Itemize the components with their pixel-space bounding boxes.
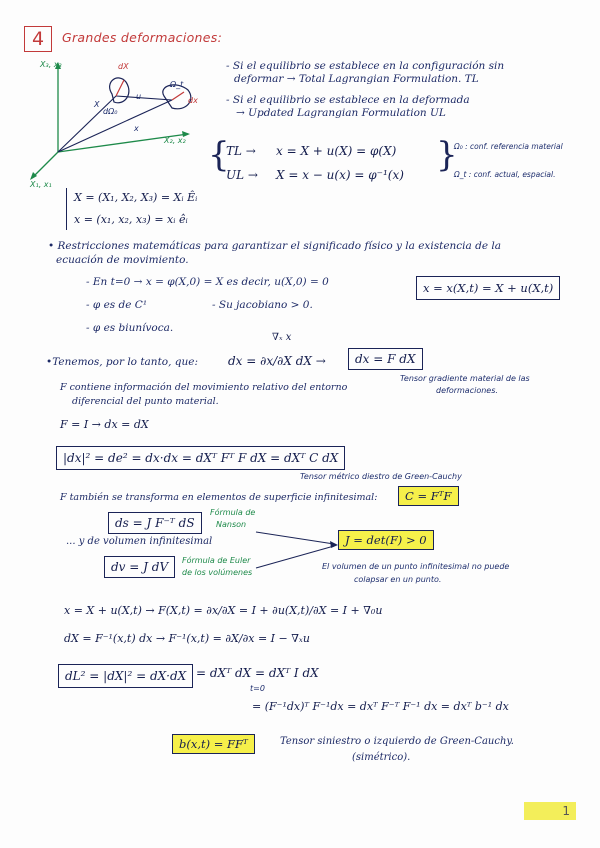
inverse-line1: x = X + u(X,t) → F(X,t) = ∂x/∂X = I + ∂u(X,t)/∂X = I + ∇₀u xyxy=(64,604,383,617)
dX-label: dX xyxy=(118,62,129,71)
notes-page: 4 Grandes deformaciones: X₃, x₃ X₂, x₂ X₁, x₁ dX dx dΩ₀ Ω_t u X x - Si el equilibrio se establece en la configuración sin deformar → Total Lagrangian Formulation. TL - Si el equilibrio se establece en la deformada → Updated Lagrangian Formulation UL { TL → x = X + u(X) = φ(X) UL → X = x − u(x) = φ⁻¹(x) } Ω₀ : conf. referencia material Ω_t : conf. actual, espacial. X = (X₁, X₂, X₃) = Xᵢ Êᵢ x = (x₁, x₂, x₃) = xᵢ êᵢ • Restricciones matemáticas para garantizar el significado físico y la existencia de la ecuación de movimiento. - En t=0 → x = φ(X,0) = X es decir, u(X,0) = 0 - φ es de C¹ - Su jacobiano > 0. - φ es biunívoca. x = x(X,t) = X + u(X,t) ∇ₓ x •Tenemos, por lo tanto, que: dx = ∂x/∂X dX → dx = F dX Tensor gradiente material de las deformaciones. F contiene información del movimiento relativo del entorno diferencial del punto material. F = I → dx = dX |dx|² = de² = dx·dx = dXᵀ Fᵀ F dX = dXᵀ C dX Tensor métrico diestro de Green-Cauchy F también se transforma en elementos de superficie infinitesimal: C = FᵀF ds = J F⁻ᵀ dS Fórmula de Nanson ... y de volumen infinitesimal J = det(F) > 0 dv = J dV Fórmula de Euler de los volúmenes El volumen de un punto infinitesimal no puede colapsar en un punto. x = X + u(X,t) → F(X,t) = ∂x/∂X = I + ∂u(X,t)/∂X = I + ∇₀u dX = F⁻¹(x,t) dx → F⁻¹(x,t) = ∂X/∂x = I − ∇ₓu dL² = |dX|² = dX·dX = dXᵀ dX = dXᵀ I dX t=0 = (F⁻¹dx)ᵀ F⁻¹dx = dxᵀ F⁻ᵀ F⁻¹ dx = dxᵀ b⁻¹ dx b(x,t) = FFᵀ Tensor siniestro o izquierdo de Green-Cauchy. (simétrico). 1 xyxy=(0,0,600,848)
volume-lead: ... y de volumen infinitesimal xyxy=(66,536,213,547)
restriction-item1: - En t=0 → x = φ(X,0) = X es decir, u(X,0) = 0 xyxy=(86,276,329,288)
restrictions-line2: ecuación de movimiento. xyxy=(56,254,189,266)
euler-box: dv = J dV xyxy=(104,556,175,578)
euler-note2: de los volúmenes xyxy=(182,568,253,577)
gradient-lead: •Tenemos, por lo tanto, que: xyxy=(46,356,199,368)
dl2-continuation: = dXᵀ dX = dXᵀ I dX xyxy=(196,666,319,680)
metric-note: Tensor métrico diestro de Green-Cauchy xyxy=(300,472,462,481)
axis-x3-label: X₃, x₃ xyxy=(40,60,62,69)
f-info2: diferencial del punto material. xyxy=(72,396,219,407)
deformation-diagram xyxy=(20,54,210,194)
section-title: Grandes deformaciones: xyxy=(62,30,223,45)
tensor-gradient-note2: deformaciones. xyxy=(436,386,498,395)
ul-label: UL → xyxy=(226,168,258,182)
x-label: x xyxy=(134,124,139,133)
material-coords: X = (X₁, X₂, X₃) = Xᵢ Êᵢ xyxy=(74,191,198,204)
page-number: 1 xyxy=(524,802,576,820)
axis-x1 xyxy=(32,152,58,178)
ul-line2: → Updated Lagrangian Formulation UL xyxy=(236,107,446,119)
gradient-equation: dx = ∂x/∂X dX → xyxy=(228,354,326,368)
restriction-item2b: - Su jacobiano > 0. xyxy=(212,299,313,311)
identity-case: F = I → dx = dX xyxy=(60,418,149,431)
tl-line2: deformar → Total Lagrangian Formulation. TL xyxy=(234,73,479,85)
dx-label: dx xyxy=(188,96,198,105)
ul-line1: - Si el equilibrio se establece en la deformada xyxy=(226,94,470,106)
b-note1: Tensor siniestro o izquierdo de Green-Cauchy. xyxy=(280,736,514,747)
section-number: 4 xyxy=(24,26,52,52)
X-label: X xyxy=(94,100,100,109)
dl2-line2: = (F⁻¹dx)ᵀ F⁻¹dx = dxᵀ F⁻ᵀ F⁻¹ dx = dxᵀ b⁻¹ dx xyxy=(252,700,509,713)
omega0-label: dΩ₀ xyxy=(103,107,118,116)
j-definition: J = det(F) > 0 xyxy=(338,530,434,550)
axis-x1-label: X₁, x₁ xyxy=(30,180,52,189)
restrictions-line1: • Restricciones matemáticas para garantizar el significado físico y la existencia de la xyxy=(48,240,502,252)
omegat-note: Ω_t : conf. actual, espacial. xyxy=(454,170,556,179)
b-note2: (simétrico). xyxy=(352,752,411,763)
volume-note1: El volumen de un punto infinitesimal no puede xyxy=(322,562,510,571)
u-label: u xyxy=(136,92,142,101)
gradient-box: dx = F dX xyxy=(348,348,423,370)
metric-box: |dx|² = de² = dx·dx = dXᵀ Fᵀ F dX = dXᵀ C dX xyxy=(56,446,345,470)
spatial-coords: x = (x₁, x₂, x₃) = xᵢ êᵢ xyxy=(74,213,188,226)
t0-label: t=0 xyxy=(250,684,265,693)
tl-label: TL → xyxy=(226,144,256,158)
euler-note1: Fórmula de Euler xyxy=(182,556,251,565)
nanson-note2: Nanson xyxy=(216,520,247,529)
dl2-box: dL² = |dX|² = dX·dX xyxy=(58,664,193,688)
f-info1: F contiene información del movimiento relativo del entorno xyxy=(60,382,348,393)
inverse-line2: dX = F⁻¹(x,t) dx → F⁻¹(x,t) = ∂X/∂x = I − ∇ₓu xyxy=(64,632,310,645)
transform-line: F también se transforma en elementos de superficie infinitesimal: xyxy=(60,492,378,503)
nabla-label: ∇ₓ x xyxy=(272,332,292,343)
nanson-box: ds = J F⁻ᵀ dS xyxy=(108,512,202,534)
b-definition: b(x,t) = FFᵀ xyxy=(172,734,255,754)
restriction-item2: - φ es de C¹ xyxy=(86,299,148,311)
ul-equation: X = x − u(x) = φ⁻¹(x) xyxy=(276,168,404,182)
motion-equation-box: x = x(X,t) = X + u(X,t) xyxy=(416,276,560,300)
nanson-note1: Fórmula de xyxy=(210,508,256,517)
tl-equation: x = X + u(X) = φ(X) xyxy=(276,144,397,158)
omegat-label: Ω_t xyxy=(170,80,184,89)
connector-arrows xyxy=(254,528,340,572)
volume-note2: colapsar en un punto. xyxy=(354,575,442,584)
axis-x2-label: X₂, x₂ xyxy=(164,136,186,145)
tl-line1: - Si el equilibrio se establece en la configuración sin xyxy=(226,60,505,72)
omega0-note: Ω₀ : conf. referencia material xyxy=(454,142,563,151)
tensor-gradient-note1: Tensor gradiente material de las xyxy=(400,374,530,383)
c-definition: C = FᵀF xyxy=(398,486,459,506)
restriction-item3: - φ es biunívoca. xyxy=(86,322,174,334)
